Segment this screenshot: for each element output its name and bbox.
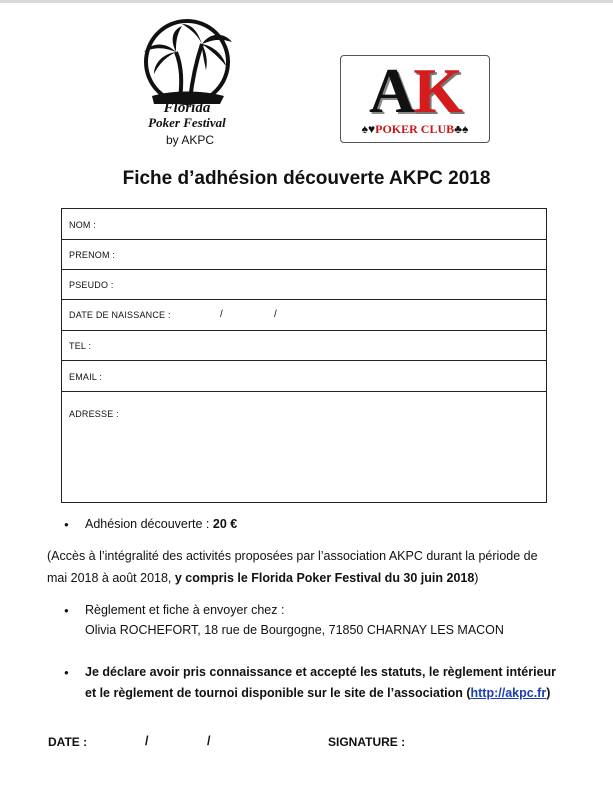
adhesion-label: Adhésion découverte : bbox=[85, 517, 213, 531]
adhesion-line bbox=[85, 517, 237, 531]
date-naissance-label: DATE DE NAISSANCE : bbox=[69, 310, 171, 320]
ak-letters bbox=[341, 55, 489, 126]
logo-florida-line1: Florida bbox=[163, 100, 211, 116]
suits-icon: ♠♥ bbox=[361, 122, 376, 136]
declaration-line1: Je déclare avoir pris connaissance et accepté les statuts, le règlement intérieur bbox=[85, 665, 557, 679]
date-label: DATE : bbox=[48, 735, 88, 749]
date-separator: / bbox=[145, 734, 149, 748]
nom-label: NOM : bbox=[69, 220, 96, 230]
date-separator: / bbox=[220, 309, 223, 320]
top-border bbox=[0, 0, 613, 3]
akpc-website-link[interactable]: http://akpc.fr bbox=[470, 686, 547, 700]
acces-line1: (Accès à l’intégralité des activités proposées par l’association AKPC durant la période de bbox=[47, 549, 538, 563]
logo-florida-line3: by AKPC bbox=[165, 133, 215, 147]
poker-club-text: POKER CLUB bbox=[375, 122, 455, 136]
declaration-line2-end: ) bbox=[546, 686, 551, 700]
form-row-email[interactable] bbox=[62, 361, 546, 392]
pseudo-label: PSEUDO : bbox=[69, 280, 114, 290]
florida-poker-festival-logo bbox=[132, 12, 244, 152]
akpc-poker-club-logo bbox=[340, 55, 490, 143]
acces-line2 bbox=[47, 571, 478, 585]
form-row-date-naissance[interactable] bbox=[62, 300, 546, 331]
membership-form bbox=[61, 208, 547, 503]
form-row-pseudo[interactable] bbox=[62, 270, 546, 300]
ak-letter-a: A bbox=[369, 55, 414, 126]
form-row-adresse[interactable] bbox=[62, 392, 546, 502]
form-row-prenom[interactable] bbox=[62, 240, 546, 270]
page-title: Fiche d’adhésion découverte AKPC 2018 bbox=[122, 168, 491, 189]
form-row-tel[interactable] bbox=[62, 331, 546, 361]
reglement-address: Olivia ROCHEFORT, 18 rue de Bourgogne, 71850 CHARNAY LES MACON bbox=[85, 623, 504, 637]
suits-icon: ♣♠ bbox=[454, 122, 469, 136]
poker-club-banner bbox=[353, 122, 477, 136]
bullet-icon: ● bbox=[64, 520, 69, 529]
acces-line2-end: ) bbox=[474, 571, 479, 585]
acces-line2-plain: mai 2018 à août 2018, bbox=[47, 571, 175, 585]
bullet-icon: ● bbox=[64, 668, 69, 677]
signature-label: SIGNATURE : bbox=[328, 735, 406, 749]
declaration-line2-plain: et le règlement de tournoi disponible sur le site de l’association ( bbox=[85, 686, 471, 700]
adhesion-price: 20 € bbox=[212, 517, 238, 531]
reglement-line1: Règlement et fiche à envoyer chez : bbox=[85, 603, 285, 617]
tel-label: TEL : bbox=[69, 341, 92, 351]
ak-letter-k: K bbox=[413, 55, 461, 126]
declaration-line2 bbox=[85, 686, 550, 700]
prenom-label: PRENOM : bbox=[69, 250, 116, 260]
email-label: EMAIL : bbox=[69, 372, 103, 382]
bullet-icon: ● bbox=[64, 606, 69, 615]
logo-florida-line2: Poker Festival bbox=[148, 115, 226, 130]
form-row-nom[interactable] bbox=[62, 209, 546, 240]
adresse-label: ADRESSE : bbox=[69, 409, 119, 419]
date-separator: / bbox=[274, 309, 277, 320]
acces-line2-bold: y compris le Florida Poker Festival du 30 juin 2018 bbox=[174, 571, 475, 585]
date-separator: / bbox=[207, 734, 211, 748]
